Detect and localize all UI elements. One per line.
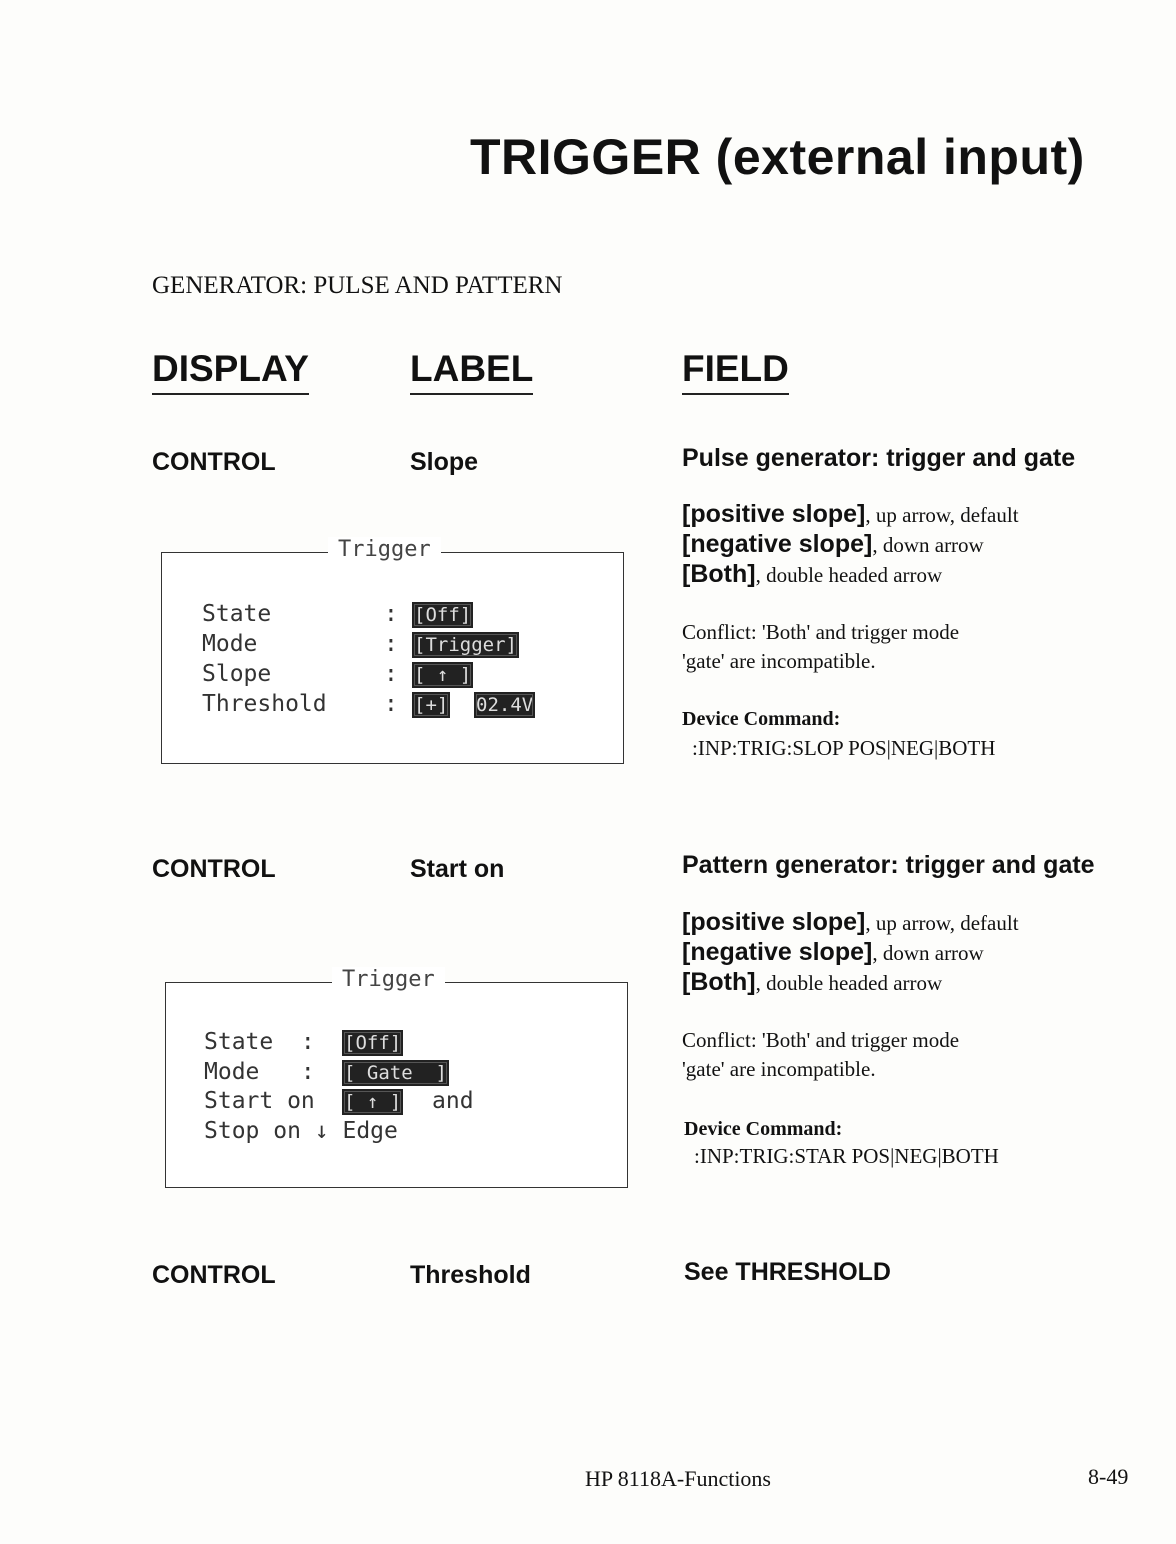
mode-value: [ Gate ] xyxy=(344,1061,447,1084)
section-field-title: See THRESHOLD xyxy=(684,1258,891,1286)
footer-page-number: 8-49 xyxy=(1088,1464,1129,1489)
option-desc: , up arrow, default xyxy=(865,911,1019,935)
footer-manual-name: HP 8118A-Functions xyxy=(585,1466,771,1491)
threshold-polarity-value: [+] xyxy=(414,693,449,716)
option-list xyxy=(682,500,1019,590)
screen-row-label: Threshold xyxy=(202,691,327,717)
device-command: :INP:TRIG:SLOP POS|NEG|BOTH xyxy=(692,736,996,760)
section-field-title: Pulse generator: trigger and gate xyxy=(682,444,1076,472)
option-key: [positive slope] xyxy=(682,500,866,528)
device-command-heading: Device Command: xyxy=(684,1118,843,1140)
column-header-field: FIELD xyxy=(682,348,789,395)
option-desc: , down arrow xyxy=(872,533,984,557)
conflict-line: Conflict: 'Both' and trigger mode xyxy=(682,620,960,644)
device-command-heading: Device Command: xyxy=(682,708,841,730)
option-item xyxy=(682,908,1019,938)
screen-row-sep: : xyxy=(384,601,398,627)
screen-row-sep: : xyxy=(384,631,398,657)
screen-title: Trigger xyxy=(328,537,441,562)
conflict-line: 'gate' are incompatible. xyxy=(682,1057,876,1081)
option-list xyxy=(682,908,1019,998)
mode-value: [Trigger] xyxy=(414,633,517,656)
screen-row-tail: and xyxy=(432,1088,474,1114)
column-header-display: DISPLAY xyxy=(152,348,309,395)
screen-row xyxy=(202,601,271,627)
page-title: TRIGGER (external input) xyxy=(470,129,1085,185)
screen-row xyxy=(202,661,271,687)
screen-row-label: State : xyxy=(204,1029,315,1055)
option-key: [Both] xyxy=(682,968,756,996)
screen-row-sep: : xyxy=(384,661,398,687)
section-field-title: Pattern generator: trigger and gate xyxy=(682,851,1095,879)
option-item xyxy=(682,560,1019,590)
trigger-screen xyxy=(161,537,624,764)
screen-row-label: Mode : xyxy=(204,1059,315,1085)
conflict-note xyxy=(682,618,959,676)
option-desc: , double headed arrow xyxy=(755,971,943,995)
threshold-level-value: 02.4V xyxy=(476,693,534,716)
trigger-screen xyxy=(165,967,628,1188)
option-item xyxy=(682,968,1019,998)
screen-row xyxy=(202,631,257,657)
section-display: CONTROL xyxy=(152,855,276,883)
start-on-value: [ ↑ ] xyxy=(344,1090,402,1113)
section-display: CONTROL xyxy=(152,1261,276,1289)
conflict-line: 'gate' are incompatible. xyxy=(682,649,876,673)
column-header-label: LABEL xyxy=(410,348,533,395)
screen-title: Trigger xyxy=(332,967,445,992)
stop-on-row: Stop on ↓ Edge xyxy=(204,1118,398,1144)
state-value: [Off] xyxy=(414,603,472,626)
screen-row-label: State xyxy=(202,601,272,627)
screen-row-label: Slope xyxy=(202,661,272,687)
option-item xyxy=(682,500,1019,530)
section-label: Threshold xyxy=(410,1261,531,1289)
option-item xyxy=(682,938,1019,968)
option-key: [negative slope] xyxy=(682,938,873,966)
option-key: [positive slope] xyxy=(682,908,866,936)
screen-row-label: Start on xyxy=(204,1088,315,1114)
screen-row-sep: : xyxy=(384,691,398,717)
screen-row xyxy=(202,691,327,717)
state-value: [Off] xyxy=(344,1031,402,1054)
device-command: :INP:TRIG:STAR POS|NEG|BOTH xyxy=(694,1144,999,1168)
conflict-line: Conflict: 'Both' and trigger mode xyxy=(682,1028,960,1052)
option-desc: , up arrow, default xyxy=(865,503,1019,527)
option-desc: , down arrow xyxy=(872,941,984,965)
section-label: Slope xyxy=(410,448,479,476)
section-display: CONTROL xyxy=(152,448,276,476)
option-desc: , double headed arrow xyxy=(755,563,943,587)
option-item xyxy=(682,530,1019,560)
screen-row-label: Mode xyxy=(202,631,258,657)
section-label: Start on xyxy=(410,855,505,883)
slope-value: [ ↑ ] xyxy=(414,663,472,686)
option-key: [negative slope] xyxy=(682,530,873,558)
page-subtitle: GENERATOR: PULSE AND PATTERN xyxy=(152,272,563,299)
option-key: [Both] xyxy=(682,560,756,588)
conflict-note xyxy=(682,1026,959,1084)
